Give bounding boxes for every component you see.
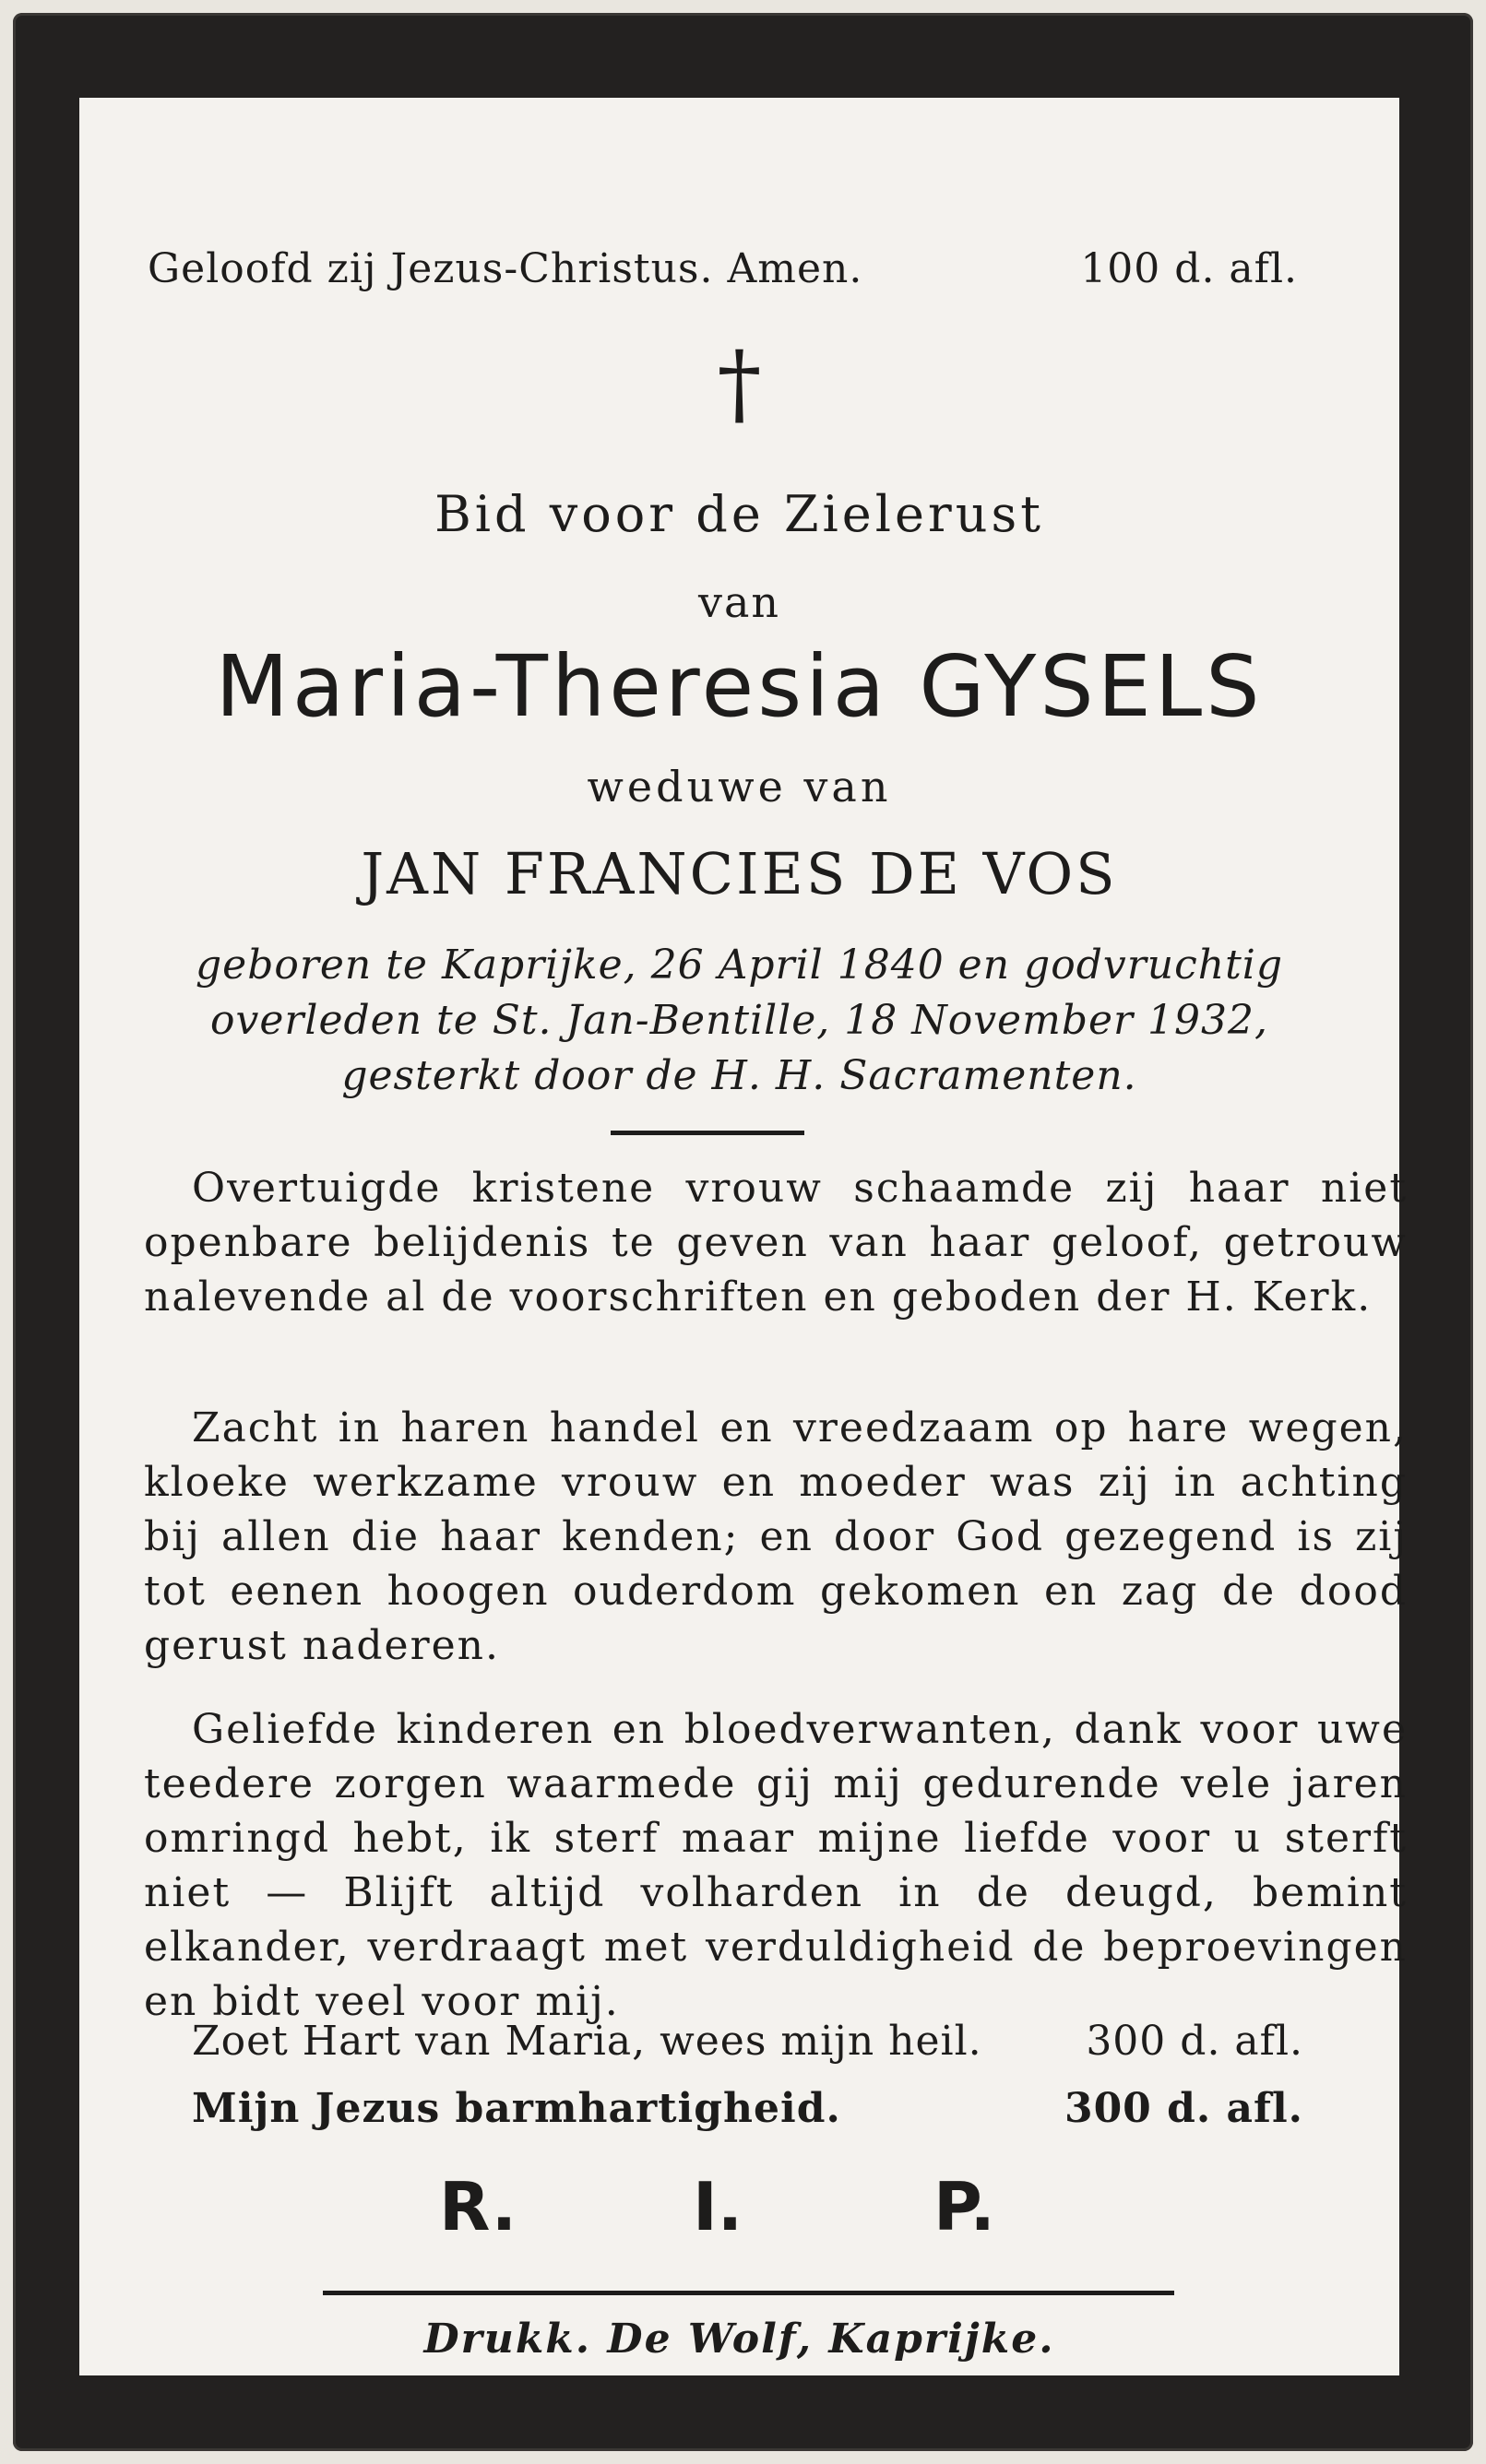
biography-line3: gesterkt door de H. H. Sacramenten.	[341, 1052, 1137, 1099]
paragraph-1	[144, 1161, 1408, 1324]
divider-top	[611, 1131, 804, 1135]
paragraph-2	[144, 1401, 1408, 1673]
paragraph-2-text: Zacht in haren handel en vreedzaam op hare wegen, kloeke werkzame vrouw en moeder was zij in achting bij allen die haar kenden; en door God gezegend is zij tot eenen hoogen ouderdom gekomen en zag de dood gerust naderen.	[144, 1404, 1408, 1669]
heading-line2: van	[697, 577, 781, 627]
spouse-name: JAN FRANCIES DE VOS	[361, 840, 1118, 907]
rip-row	[79, 2168, 1399, 2251]
printer-credit: Drukk. De Wolf, Kaprijke.	[423, 2316, 1055, 2363]
heading-line1: Bid voor de Zielerust	[434, 485, 1044, 543]
cross-icon: †	[717, 332, 762, 435]
prayer-2-text: Mijn Jezus barmhartigheid.	[192, 2085, 841, 2132]
prayer-1-indulgence: 300 d. afl.	[1086, 2018, 1303, 2065]
memorial-card	[13, 13, 1473, 2451]
prayer-2-indulgence: 300 d. afl.	[1064, 2085, 1303, 2132]
rip-p: P.	[933, 2168, 995, 2245]
rip-i: I.	[693, 2168, 743, 2245]
rip-r: R.	[439, 2168, 517, 2245]
header-indulgence: 100 d. afl.	[1080, 245, 1298, 292]
divider-bottom	[323, 2291, 1174, 2295]
paragraph-3-text: Geliefde kinderen en bloedverwanten, dank voor uwe teedere zorgen waarmede gij mij gedurende vele jaren omringd hebt, ik sterf maar mijne liefde voor u sterft niet — Blijft altijd volharden in de deugd, bemint elkander, verdraagt met verduldigheid de beproevingen en bidt veel voor mij.	[144, 1706, 1408, 2025]
header-prayer: Geloofd zij Jezus-Christus. Amen.	[148, 245, 863, 292]
card-paper	[79, 98, 1408, 2375]
paragraph-3	[144, 1702, 1408, 2029]
relation-text: weduwe van	[587, 762, 892, 811]
biography-line2: overleden te St. Jan-Bentille, 18 November 1932,	[209, 997, 1269, 1044]
prayer-1-text: Zoet Hart van Maria, wees mijn heil.	[192, 2018, 982, 2065]
deceased-name: Maria-Theresia GYSELS	[215, 637, 1264, 736]
paragraph-1-text: Overtuigde kristene vrouw schaamde zij haar niet openbare belijdenis te geven van haar geloof, getrouw nalevende al de voorschriften en geboden der H. Kerk.	[144, 1165, 1408, 1321]
biography-line1: geboren te Kaprijke, 26 April 1840 en godvruchtig	[195, 942, 1283, 989]
